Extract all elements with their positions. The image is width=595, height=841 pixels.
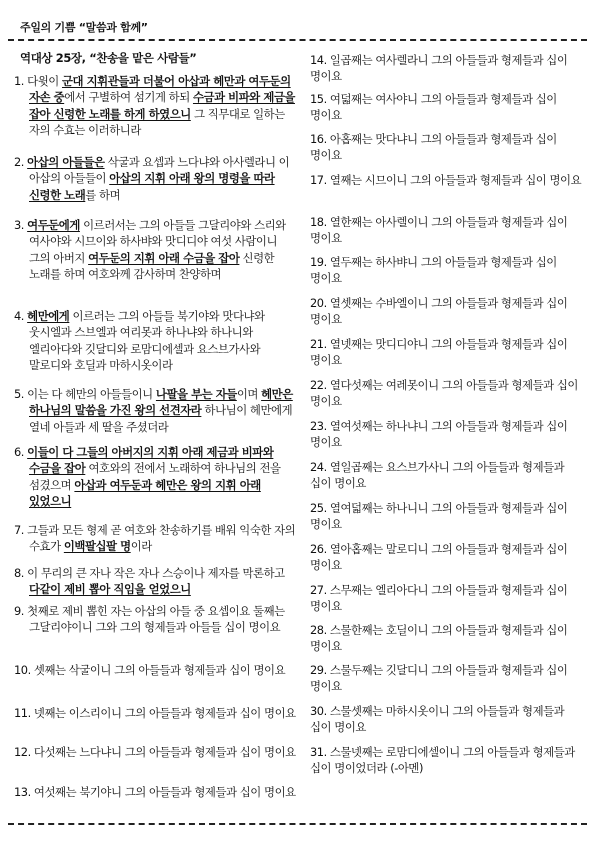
verse-4: 4. 헤만에게 이르러는 그의 아들들 북기야와 맛다냐와 웃시엘과 스브엘과 여리못과 하나냐와 하나니와 엘리아다와 깃달디와 로맘디에셀과 요스브가사와 말로디와 호딜과 마하시옷이라 <box>14 309 265 372</box>
verse-7: 7. 그들과 모든 형제 곧 여호와 찬송하기를 배워 익숙한 자의 수효가 이백팔십팔 명이라 <box>14 523 296 554</box>
top-dashed-divider <box>8 39 587 41</box>
verse-14: 14. 일곱째는 여사렐라니 그의 아들들과 형제들과 십이 명이요 <box>310 53 568 84</box>
verse-11: 11. 넷째는 이스리이니 그의 아들들과 형제들과 십이 명이요 <box>14 706 296 720</box>
verse-16: 16. 아홉째는 맛다냐니 그의 아들들과 형제들과 십이 명이요 <box>310 132 557 163</box>
verse-3: 3. 여두둔에게 이르러서는 그의 아들들 그달리야와 스리와 여사야와 시므이와 하사뱌와 맛디디야 여섯 사람이니 그의 아버지 여두둔의 지휘 아래 수금을 잡아 신령한 노래를 하며 여호와께 감사하며 찬양하며 <box>14 218 286 281</box>
verse-6: 6. 이들이 다 그들의 아버지의 지휘 아래 제금과 비파와 수금을 잡아 여호와의 전에서 노래하여 하나님의 전을 섬겼으며 아삽과 여두둔과 헤만은 왕의 지휘 아래 있었으니 <box>14 445 281 508</box>
verse-10: 10. 셋째는 삭굴이니 그의 아들들과 형제들과 십이 명이요 <box>14 663 286 677</box>
verse-25: 25. 열여덟째는 하나니니 그의 아들들과 형제들과 십이 명이요 <box>310 501 568 532</box>
verse-29: 29. 스물두째는 깃달디니 그의 아들들과 형제들과 십이 명이요 <box>310 663 568 694</box>
page-header-title: 주일의 기쁨 “말씀과 함께” <box>20 21 148 34</box>
verse-8: 8. 이 무리의 큰 자나 작은 자나 스승이나 제자를 막론하고 다같이 제비 뽑아 직임을 얻었으니 <box>14 566 285 597</box>
verse-26: 26. 열아홉째는 말로디니 그의 아들들과 형제들과 십이 명이요 <box>310 542 568 573</box>
verse-15: 15. 여덟째는 여사야니 그의 아들들과 형제들과 십이 명이요 <box>310 92 557 123</box>
verse-2: 2. 아삽의 아들들은 삭굴과 요셉과 느다냐와 아사렐라니 이 아삽의 아들들이 아삽의 지휘 아래 왕의 명령을 따라 신령한 노래를 하며 <box>14 155 290 202</box>
verse-20: 20. 열셋째는 수바엘이니 그의 아들들과 형제들과 십이 명이요 <box>310 296 568 327</box>
bottom-dashed-divider <box>8 823 587 825</box>
verse-23: 23. 열여섯째는 하나냐니 그의 아들들과 형제들과 십이 명이요 <box>310 419 568 450</box>
verse-22: 22. 열다섯째는 여레못이니 그의 아들들과 형제들과 십이 명이요 <box>310 378 578 409</box>
verse-17: 17. 열째는 시므이니 그의 아들들과 형제들과 십이 명이요 <box>310 173 582 187</box>
verse-5: 5. 이는 다 헤만의 아들들이니 나팔을 부는 자들이며 헤만은 하나님의 말씀을 가진 왕의 선견자라 하나님이 헤만에게 열네 아들과 세 딸을 주셨더라 <box>14 387 293 434</box>
verse-30: 30. 스물셋째는 마하시옷이니 그의 아들들과 형제들과 십이 명이요 <box>310 704 565 735</box>
verse-1: 1. 다윗이 군대 지휘관들과 더불어 아삽과 헤만과 여두둔의 자손 중에서 구별하여 섬기게 하되 수금과 비파와 제금을 잡아 신령한 노래를 하게 하였으니 그 직무대로 일하는 자의 수효는 이러하니라 <box>14 74 295 137</box>
verse-28: 28. 스물한째는 호딜이니 그의 아들들과 형제들과 십이 명이요 <box>310 623 568 654</box>
verse-24: 24. 열일곱째는 요스브가사니 그의 아들들과 형제들과 십이 명이요 <box>310 460 565 491</box>
verse-21: 21. 열넷째는 맛디디야니 그의 아들들과 형제들과 십이 명이요 <box>310 337 568 368</box>
chapter-title: 역대상 25장, “찬송을 맡은 사람들” <box>20 51 197 65</box>
verse-27: 27. 스무째는 엘리아다니 그의 아들들과 형제들과 십이 명이요 <box>310 583 568 614</box>
verse-12: 12. 다섯째는 느다냐니 그의 아들들과 형제들과 십이 명이요 <box>14 745 296 759</box>
verse-13: 13. 여섯째는 북기야니 그의 아들들과 형제들과 십이 명이요 <box>14 785 296 799</box>
verse-9: 9. 첫째로 제비 뽑힌 자는 아삽의 아들 중 요셉이요 둘째는 그달리야이니 그와 그의 형제들과 아들들 십이 명이요 <box>14 604 285 635</box>
verse-18: 18. 열한째는 아사렐이니 그의 아들들과 형제들과 십이 명이요 <box>310 215 568 246</box>
verse-19: 19. 열두째는 하사뱌니 그의 아들들과 형제들과 십이 명이요 <box>310 255 557 286</box>
verse-31: 31. 스물넷째는 로맘디에셀이니 그의 아들들과 형제들과 십이 명이었더라 (-아멘) <box>310 745 575 776</box>
